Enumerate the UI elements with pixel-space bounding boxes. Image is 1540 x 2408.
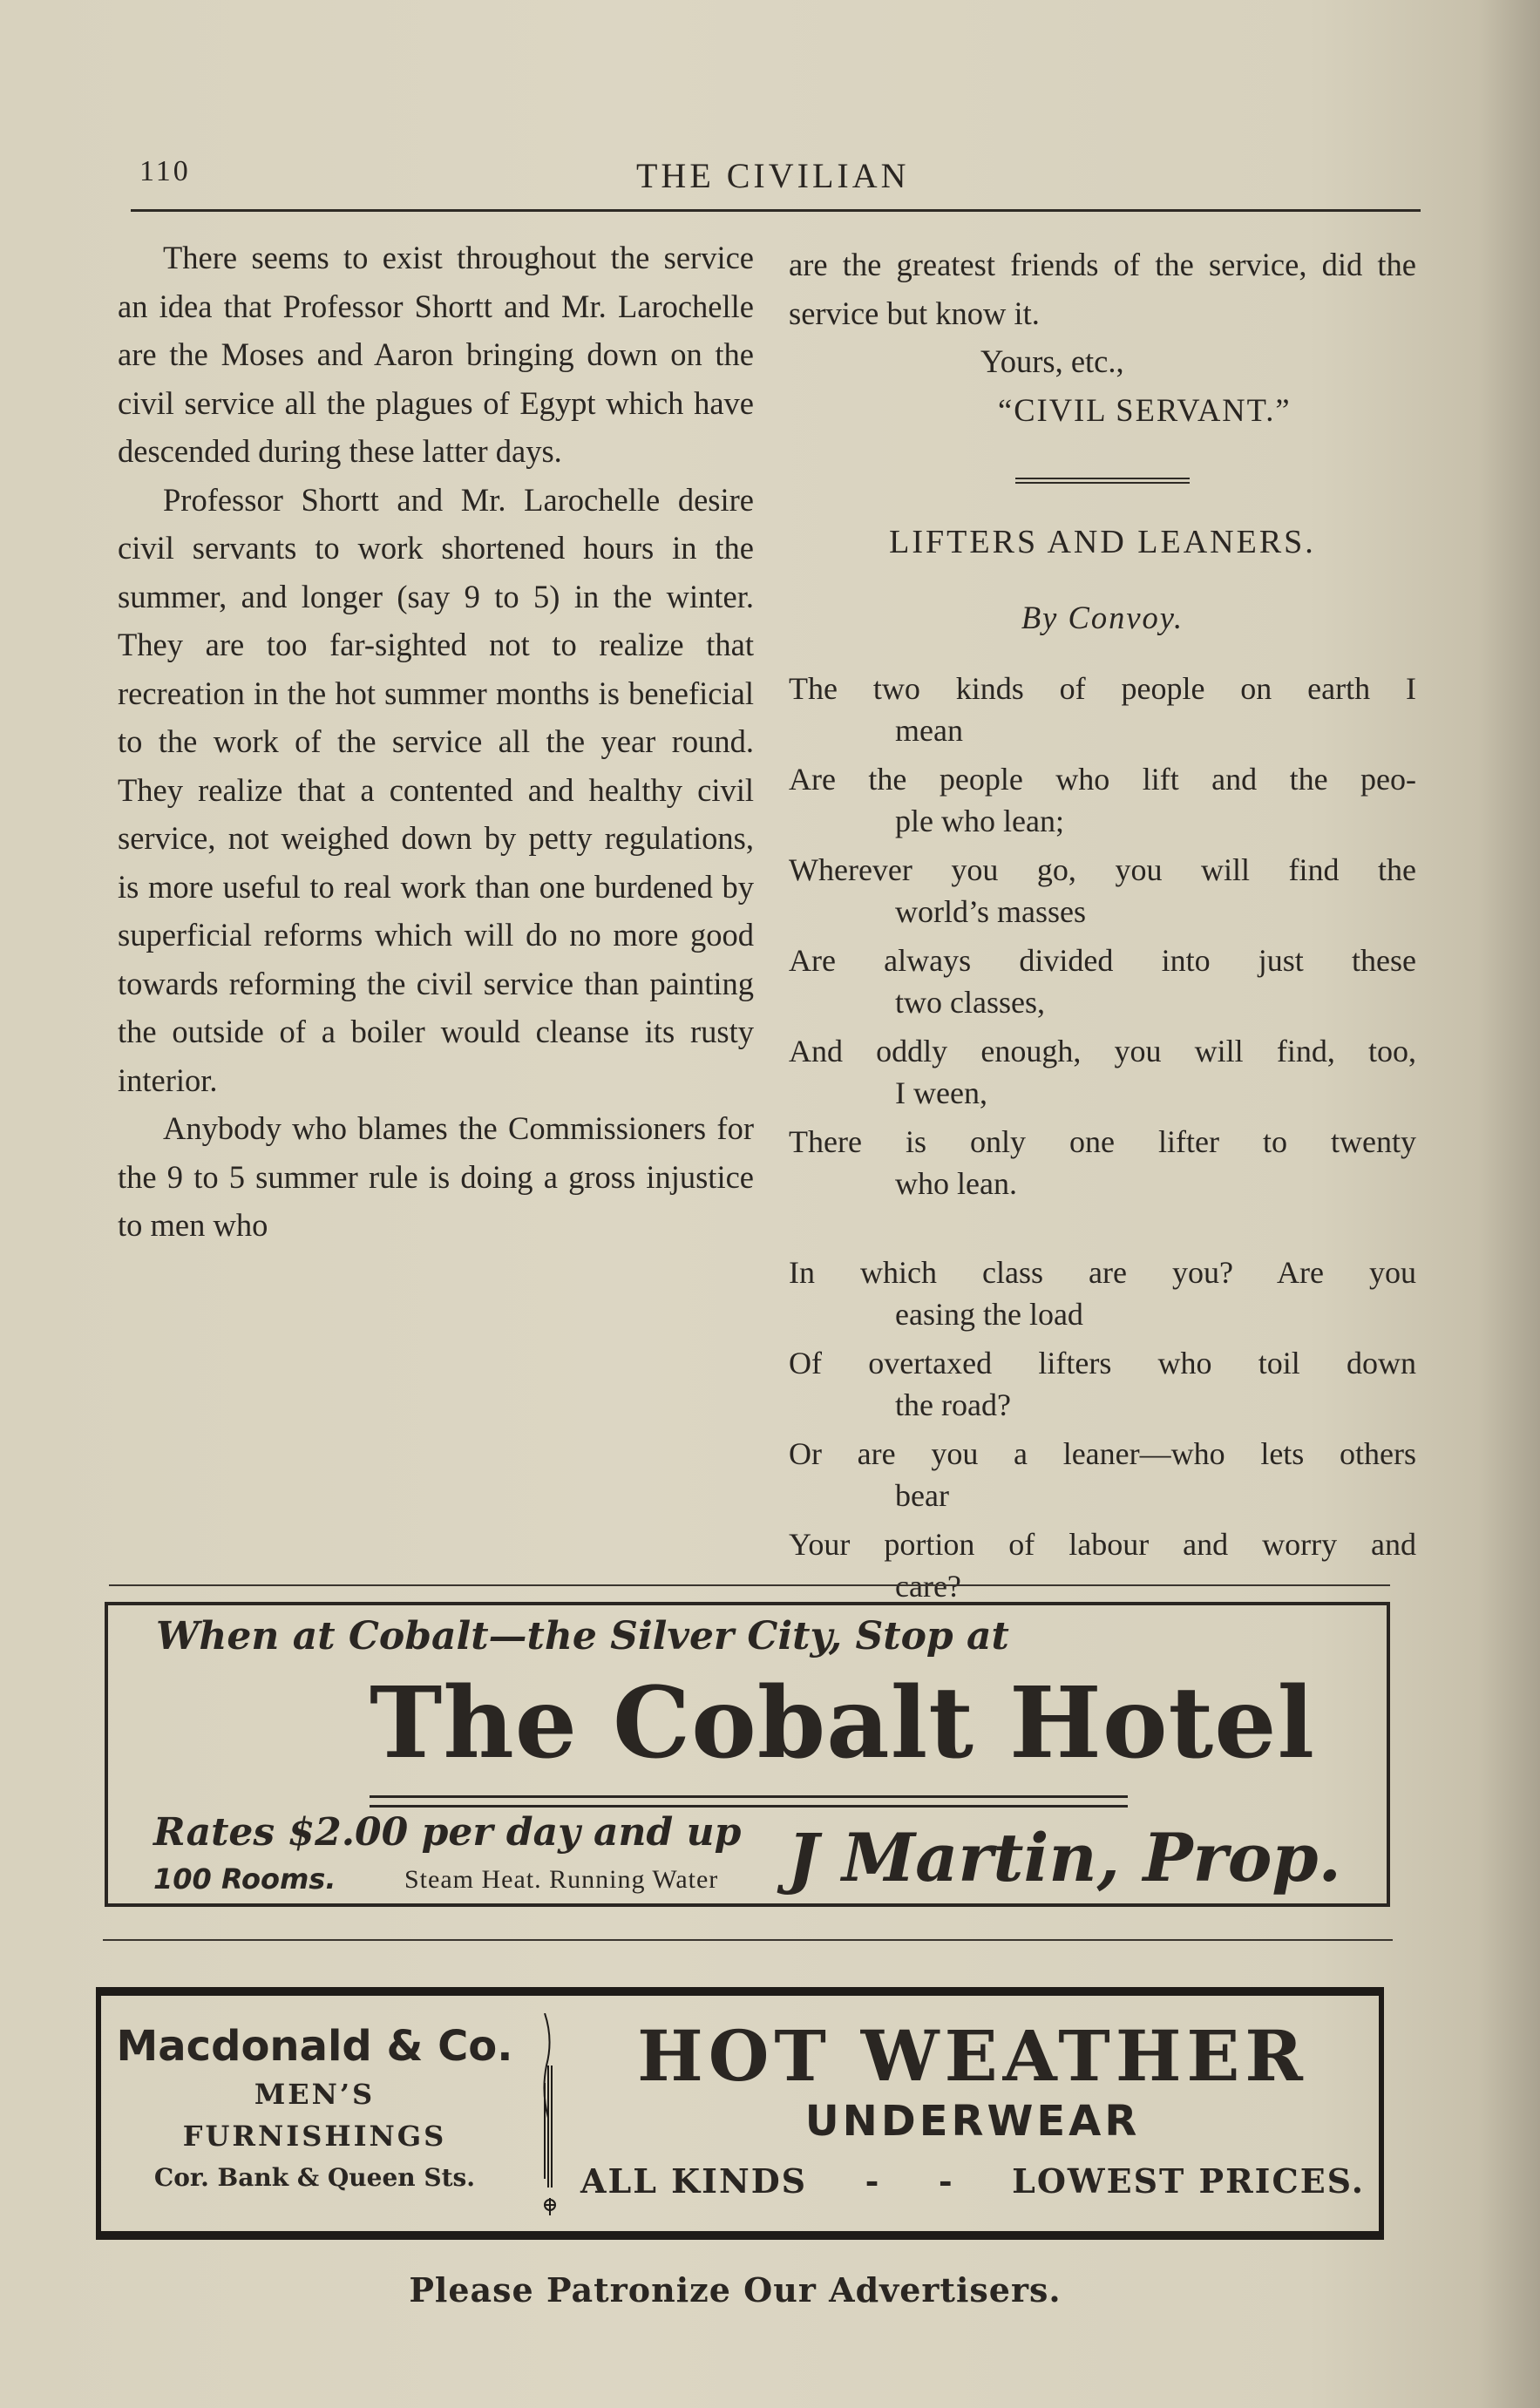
- paragraph-3: Anybody who blames the Commissioners for the 9 to 5 summer rule is doing a gross injustice to men who: [118, 1110, 754, 1243]
- ad-subhead: UNDERWEAR: [804, 2097, 1141, 2146]
- ad-prices: LOWEST PRICES.: [1012, 2161, 1365, 2201]
- firm-line-1: MEN’S: [254, 2078, 376, 2111]
- ad-offer-line: [580, 2161, 1365, 2201]
- hotel-rates: Rates $2.00 per day and up: [153, 1810, 742, 1855]
- paragraph-2: Professor Shortt and Mr. Larochelle desire civil servants to work shortened hours in the summer, and longer (say 9 to 5) in the winter. They are too far-sighted not to realize that recreation in the hot summer months is beneficial to the work of the service all the year round. They realize that a contented and healthy civil service, not weighed down by petty regulations, is more useful to real work than one burdened by superficial reforms which will do no more good towards reforming the civil service than painting the outside of a boiler would cleanse its rusty interior.: [118, 481, 754, 1098]
- letter-sign-off: Yours, etc.,: [980, 343, 1124, 379]
- ad-kinds: ALL KINDS: [580, 2161, 808, 2201]
- ad-tagline: When at Cobalt—the Silver City, Stop at: [156, 1614, 1009, 1658]
- left-column: [118, 234, 754, 1250]
- macdonald-advertisement: [96, 1987, 1384, 2240]
- paragraph-1: There seems to exist throughout the service an idea that Professor Shortt and Mr. Larochelle are the Moses and Aaron bringing down on the civil service all the plagues of Egypt which have descended during these latter days.: [118, 240, 754, 469]
- hotel-name: The Cobalt Hotel: [370, 1666, 1316, 1781]
- firm-line-2: FURNISHINGS: [182, 2120, 447, 2153]
- ad-firm-block: [101, 1996, 528, 2231]
- stanza-break: [789, 1211, 1416, 1251]
- poem-byline: By Convoy.: [1021, 599, 1184, 635]
- firm-address: Cor. Bank & Queen Sts.: [153, 2163, 476, 2192]
- ad-headline: HOT WEATHER: [637, 2015, 1308, 2097]
- poem-line: And oddly enough, you will find, too, I ween,: [789, 1034, 1416, 1110]
- publication-title: THE CIVILIAN: [636, 156, 910, 195]
- poem-line: The two kinds of people on earth I mean: [789, 671, 1416, 748]
- poem-line: Are always divided into just these two classes,: [789, 943, 1416, 1020]
- ad-separator-rule: [103, 1939, 1393, 1941]
- header-rule: [131, 209, 1421, 212]
- right-column: [789, 241, 1416, 1614]
- ad-dash: -: [938, 2161, 954, 2201]
- poem-line: Your portion of labour and worry and care?: [789, 1527, 1416, 1604]
- poem-line: Are the people who lift and the peo- ple who lean;: [789, 762, 1416, 838]
- letter-signature: “CIVIL SERVANT.”: [998, 391, 1292, 428]
- ad-dash: -: [865, 2161, 881, 2201]
- hotel-name-underline: [370, 1795, 1128, 1808]
- letter-ending: are the greatest friends of the service, did the service but know it.: [789, 247, 1416, 331]
- firm-name: Macdonald & Co.: [116, 2022, 513, 2071]
- poem-line: Wherever you go, you will find the world’s masses: [789, 852, 1416, 929]
- ad-product-block: [572, 1996, 1374, 2231]
- poem-line: Of overtaxed lifters who toil down the road?: [789, 1346, 1416, 1422]
- poem: [789, 668, 1416, 1607]
- section-divider: [1015, 478, 1190, 484]
- hotel-rooms: 100 Rooms.: [153, 1862, 336, 1896]
- footer-note: Please Patronize Our Advertisers.: [409, 2270, 1062, 2310]
- hotel-amenities: Steam Heat. Running Water: [404, 1865, 719, 1894]
- poem-line: Or are you a leaner—who lets others bear: [789, 1436, 1416, 1513]
- page-number: 110: [139, 155, 191, 187]
- poem-title: LIFTERS AND LEANERS.: [889, 524, 1316, 560]
- page-header: [139, 155, 1421, 199]
- hotel-proprietor: J Martin, Prop.: [787, 1819, 1341, 1896]
- poem-line: There is only one lifter to twenty who lean.: [789, 1124, 1416, 1201]
- cobalt-hotel-advertisement: [105, 1602, 1390, 1907]
- poem-line: In which class are you? Are you easing the load: [789, 1255, 1416, 1332]
- ornamental-divider-icon: [541, 2013, 559, 2222]
- content-bottom-rule: [109, 1584, 1390, 1586]
